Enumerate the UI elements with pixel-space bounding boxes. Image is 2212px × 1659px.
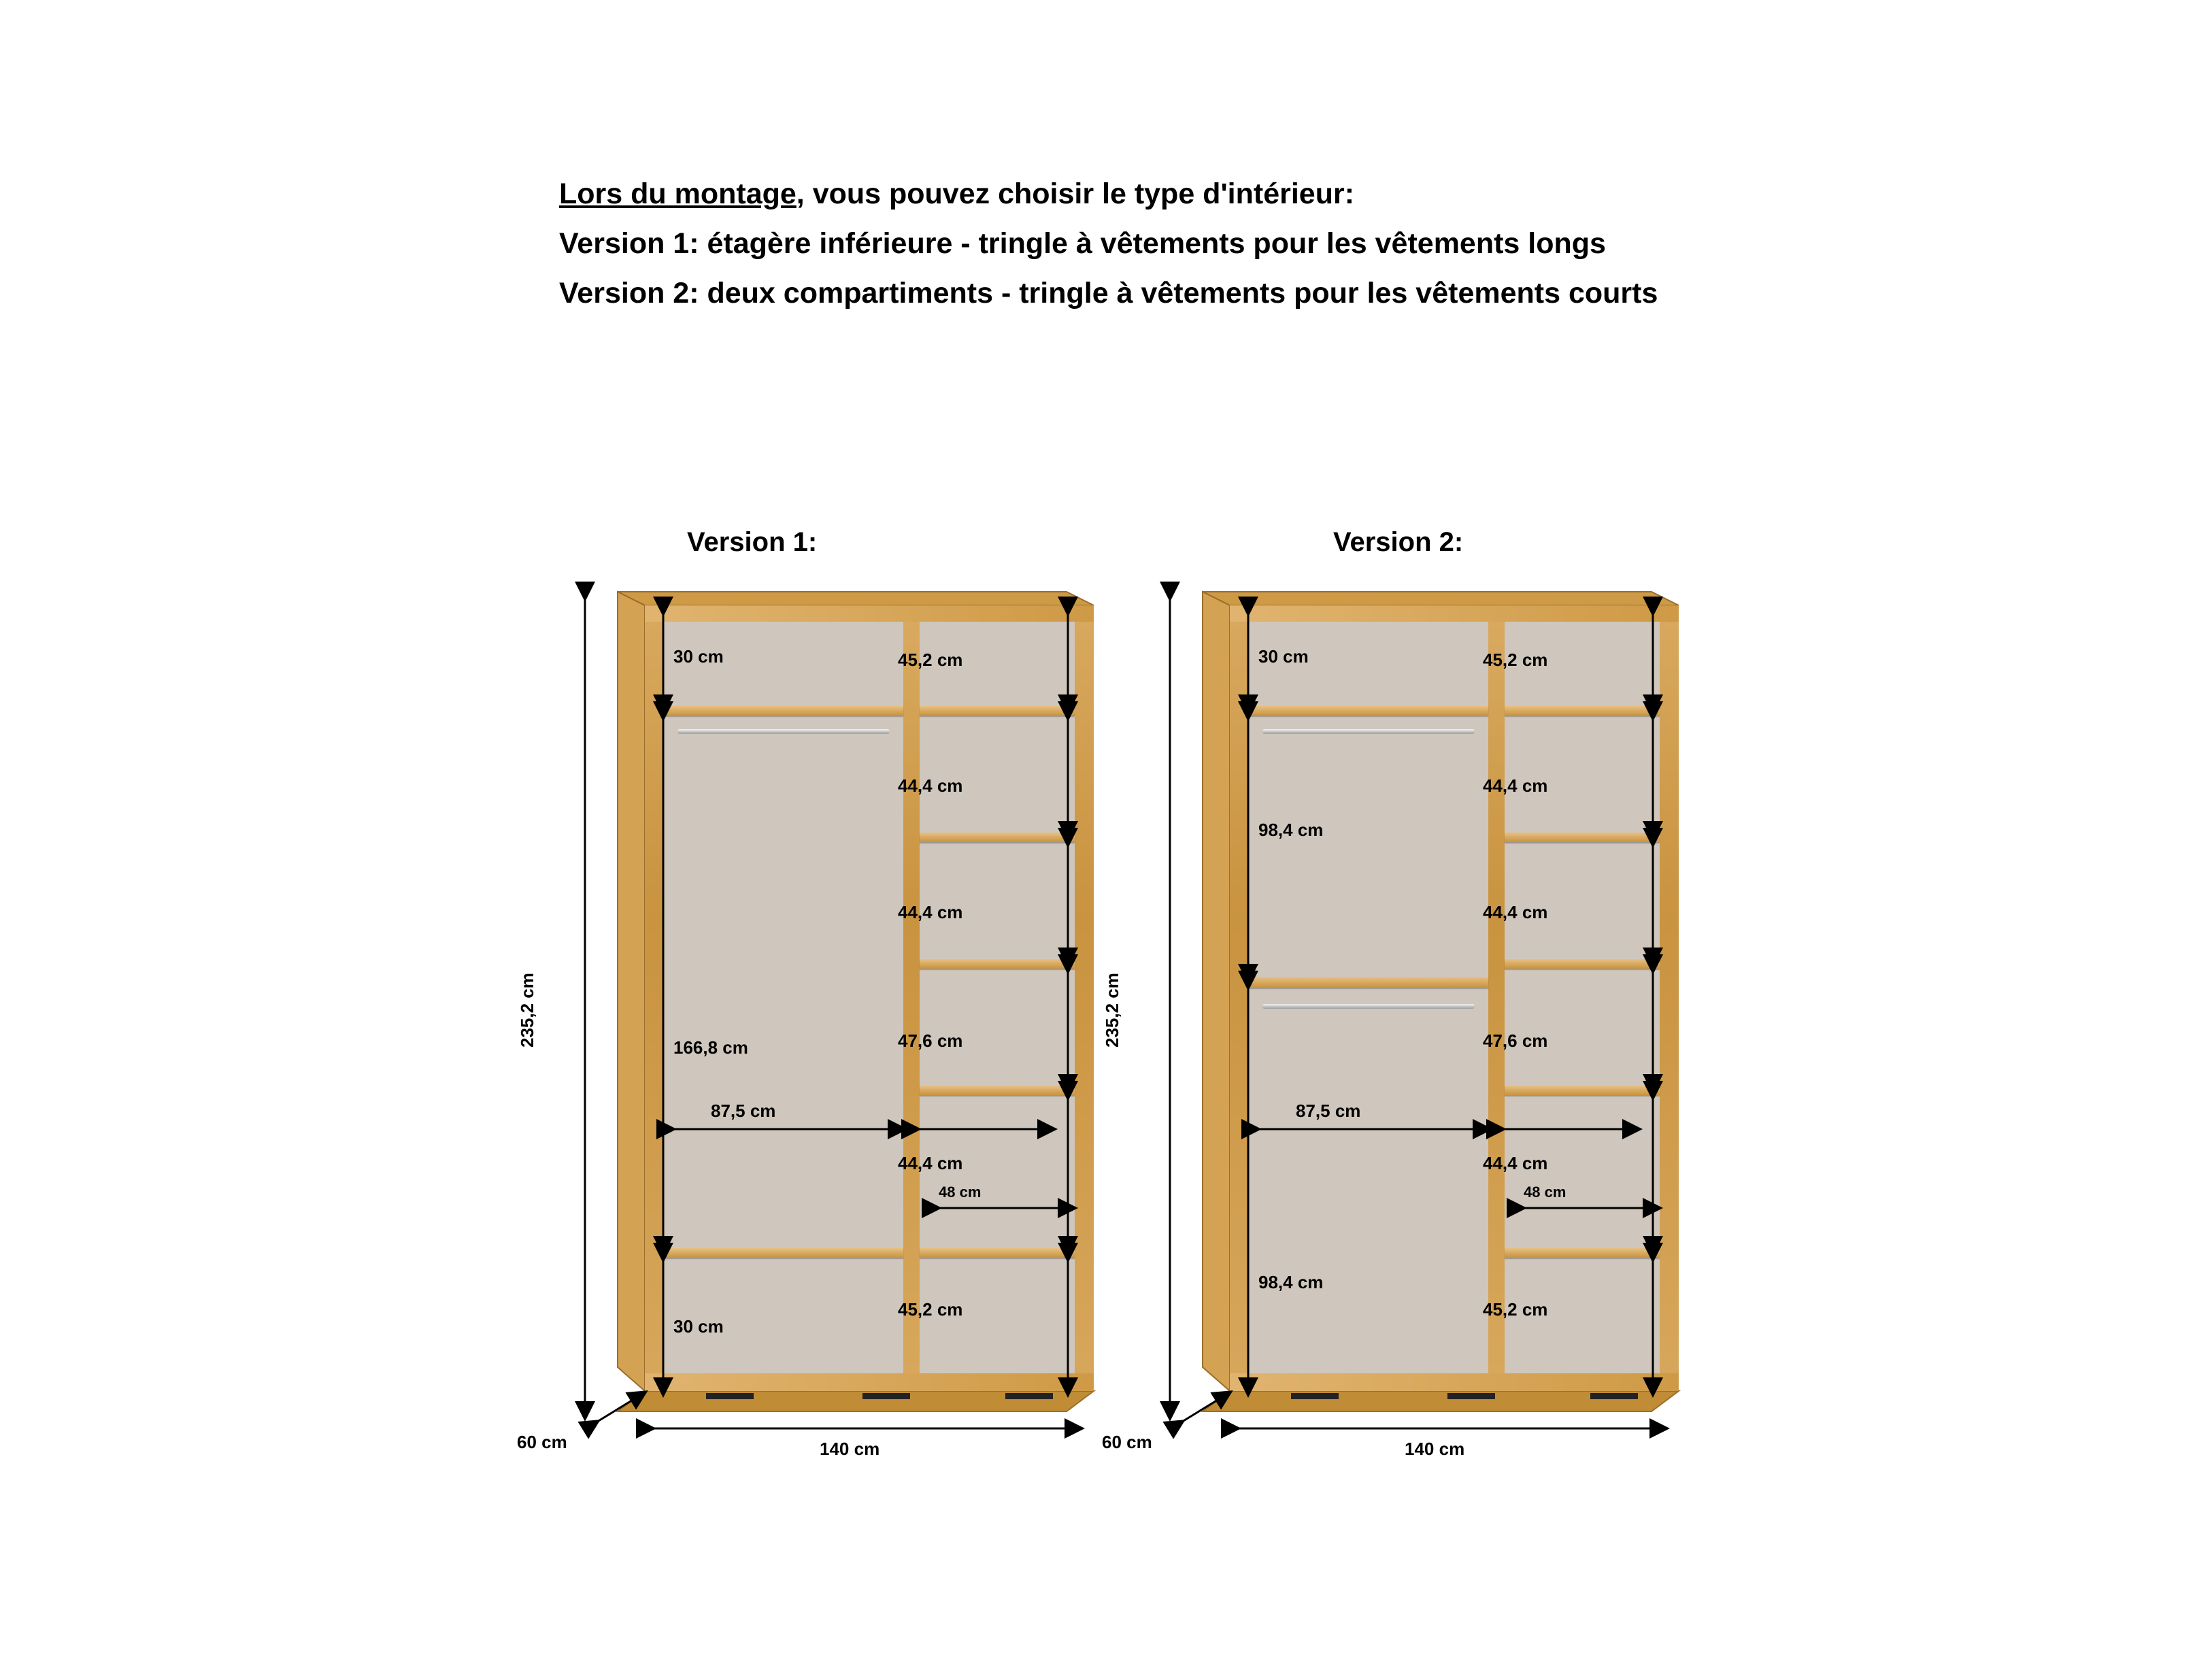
w1-hanging-height-label: 166,8 cm	[673, 1037, 748, 1058]
w2-right-inner-width: 47,6 cm	[1483, 1030, 1548, 1051]
w2-width-label: 140 cm	[1405, 1439, 1465, 1459]
wardrobe-version-1	[517, 585, 1116, 1459]
w1-right-gap-4: 44,4 cm	[898, 1153, 963, 1173]
intro-text-block	[559, 175, 1715, 324]
w2-right-gap-4: 44,4 cm	[1483, 1153, 1548, 1173]
wardrobe-version-2	[1102, 585, 1700, 1459]
w1-right-gap-1: 45,2 cm	[898, 650, 963, 670]
intro-line-1-emphasis: Lors du montage	[559, 178, 797, 210]
w1-depth-label: 60 cm	[517, 1432, 567, 1452]
w2-upper-compartment-label: 98,4 cm	[1258, 820, 1324, 840]
w1-right-gap-3: 44,4 cm	[898, 902, 963, 922]
w2-right-gap-3: 44,4 cm	[1483, 902, 1548, 922]
w2-total-height-label: 235,2 cm	[1102, 973, 1122, 1048]
intro-line-2: Version 1: étagère inférieure - tringle à vêtements pour les vêtements longs	[559, 227, 1606, 261]
w1-total-height-label: 235,2 cm	[517, 973, 537, 1048]
wardrobe-1-dimensions	[599, 585, 1116, 1442]
w2-right-gap-2: 44,4 cm	[1483, 775, 1548, 796]
w1-left-top-shelf-label: 30 cm	[673, 646, 724, 667]
w2-right-gap-1: 45,2 cm	[1483, 650, 1548, 670]
w1-shelf-depth-label: 48 cm	[939, 1184, 982, 1201]
version-1-caption: Version 1:	[687, 527, 818, 557]
intro-line-1	[559, 175, 1715, 213]
w1-width-label: 140 cm	[820, 1439, 880, 1459]
w2-shelf-depth-label: 48 cm	[1524, 1184, 1566, 1201]
w2-lower-compartment-label: 98,4 cm	[1258, 1272, 1324, 1292]
w1-right-inner-width: 47,6 cm	[898, 1030, 963, 1051]
w2-right-gap-5: 45,2 cm	[1483, 1299, 1548, 1320]
w1-left-bottom-label: 30 cm	[673, 1316, 724, 1337]
intro-line-1-rest: , vous pouvez choisir le type d'intérieur:	[796, 178, 1355, 210]
w1-right-gap-5: 45,2 cm	[898, 1299, 963, 1320]
w2-left-top-shelf-label: 30 cm	[1258, 646, 1309, 667]
intro-line-3: Version 2: deux compartiments - tringle à vêtements pour les vêtements courts	[559, 277, 1658, 310]
w1-inner-width-label: 87,5 cm	[711, 1101, 776, 1121]
wardrobe-2-dimensions	[1184, 585, 1700, 1442]
version-2-caption: Version 2:	[1333, 527, 1464, 557]
w1-right-gap-2: 44,4 cm	[898, 775, 963, 796]
w2-inner-width-label: 87,5 cm	[1296, 1101, 1361, 1121]
w2-depth-label: 60 cm	[1102, 1432, 1152, 1452]
